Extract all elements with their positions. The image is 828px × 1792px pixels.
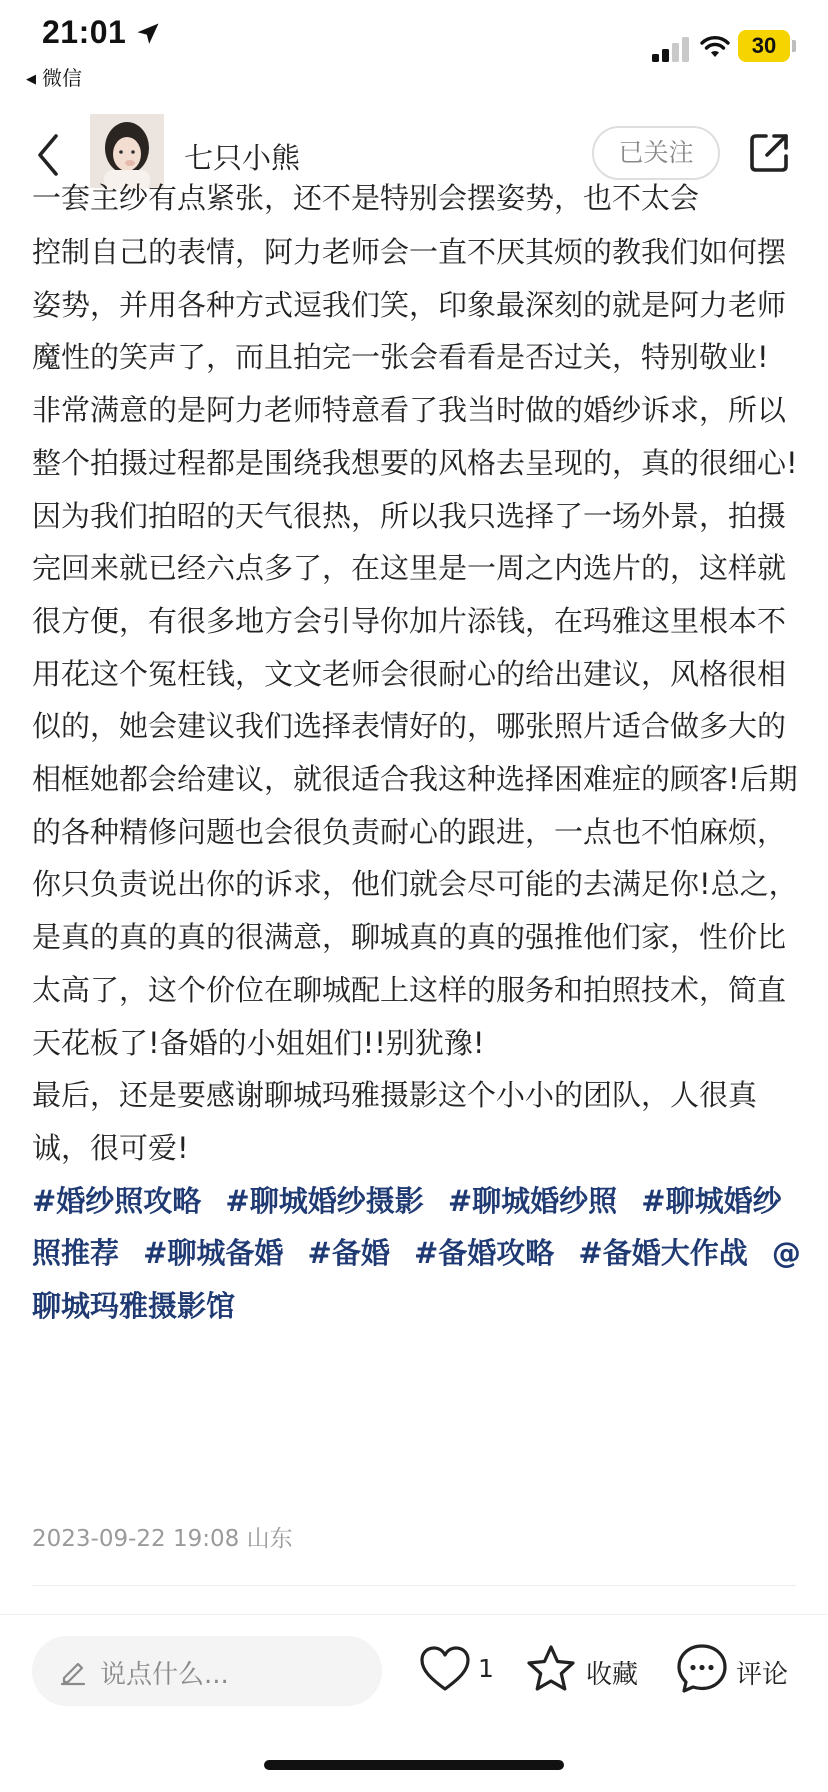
back-triangle-icon: ◀	[26, 72, 36, 87]
signal-icon	[652, 36, 690, 62]
comment-label[interactable]: 评论	[736, 1660, 789, 1690]
content-divider	[32, 1585, 796, 1586]
battery-indicator: 30	[738, 30, 790, 62]
post-paragraph: 最后，还是要感谢聊城玛雅摄影这个小小的团队，人很真诚，很可爱!	[32, 1078, 758, 1165]
follow-button[interactable]: 已关注	[592, 126, 720, 180]
favorite-label[interactable]: 收藏	[586, 1660, 639, 1690]
hashtag-link[interactable]: #婚纱照攻略	[32, 1183, 202, 1218]
like-count: 1	[478, 1654, 494, 1683]
location-arrow-icon	[134, 20, 162, 48]
comment-placeholder[interactable]: 说点什么...	[100, 1660, 229, 1690]
battery-tip	[792, 40, 796, 52]
post-partial-line-wrap	[32, 181, 802, 226]
post-partial-line: 一套主纱有点紧张，还不是特别会摆姿势，也不太会	[32, 181, 700, 215]
post-date-location: 2023-09-22 19:08 山东	[32, 1526, 293, 1552]
post-paragraph: 因为我们拍昭的天气很热，所以我只选择了一场外景，拍摄完回来就已经六点多了，在这里是一周之内选片的，这样就很方便，有很多地方会引导你加片添钱，在玛雅这里根本不用花这个冤枉钱，文文老师会很耐心的给出建议，风格很相似的，她会建议我们选择表情好的，哪张照片适合做多大的相框她都会给建议，就很适合我这种选择困难症的顾客!后期的各种精修问题也会很负责耐心的跟进，一点也不怕麻烦，你只负责说出你的诉求，他们就会尽可能的去满足你!总之，是真的真的真的很满意，聊城真的真的强推他们家，性价比太高了，这个价位在聊城配上这样的服务和拍照技术，简直天花板了!备婚的小姐姐们!!别犹豫!	[32, 498, 798, 1060]
hashtag-link[interactable]: #备婚	[307, 1236, 390, 1271]
post-content	[32, 181, 802, 1620]
mention-link[interactable]: @聊城玛雅摄影馆	[32, 1236, 801, 1324]
heart-icon[interactable]	[418, 1644, 472, 1694]
share-icon[interactable]	[746, 130, 792, 176]
comment-bubble-icon[interactable]	[674, 1640, 730, 1696]
post-paragraph: 非常满意的是阿力老师特意看了我当时做的婚纱诉求，所以整个拍摄过程都是围绕我想要的风格去呈现的，真的很细心!	[32, 393, 798, 480]
bottom-bar-divider	[0, 1614, 828, 1615]
back-to-app-link[interactable]	[26, 62, 82, 91]
hashtag-link[interactable]: #聊城备婚	[143, 1236, 284, 1271]
post-tags	[32, 1175, 802, 1333]
pencil-icon	[58, 1656, 88, 1686]
status-time: 21:01	[42, 14, 127, 50]
author-name[interactable]: 七只小熊	[184, 141, 301, 175]
hashtag-link[interactable]: #聊城婚纱照推荐	[32, 1183, 782, 1271]
hashtag-link[interactable]: #备婚攻略	[413, 1236, 555, 1271]
hashtag-link[interactable]: #备婚大作战	[578, 1236, 748, 1271]
star-icon[interactable]	[524, 1642, 578, 1696]
hashtag-link[interactable]: #聊城婚纱摄影	[225, 1183, 424, 1218]
hashtag-link[interactable]: #聊城婚纱照	[447, 1183, 618, 1218]
home-indicator[interactable]	[264, 1760, 564, 1770]
wifi-icon	[700, 34, 730, 60]
back-app-label: 微信	[42, 66, 82, 90]
post-paragraph: 控制自己的表情，阿力老师会一直不厌其烦的教我们如何摆姿势，并用各种方式逗我们笑，印象最深刻的就是阿力老师魔性的笑声了，而且拍完一张会看看是否过关，特别敬业!	[32, 235, 787, 375]
